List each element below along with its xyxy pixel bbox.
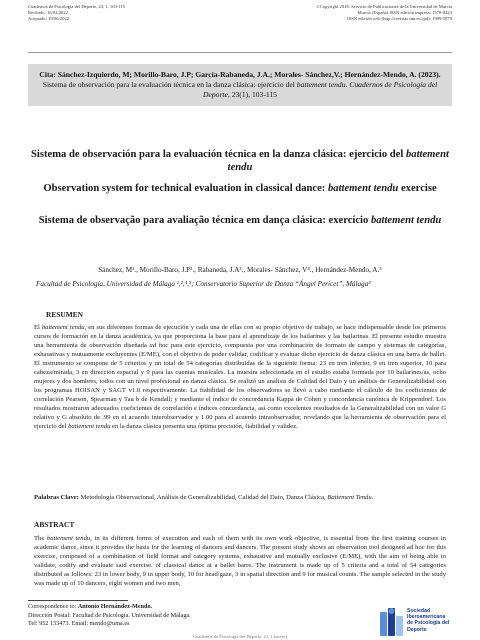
keywords-period: . [371,494,374,501]
abstract-paragraph [34,534,446,588]
accepted-date: Aceptado: 19/06/2022 [28,16,69,21]
correspondence-name: Antonio Hernández-Mendo. [77,603,153,610]
resumen-article: El [34,324,42,331]
title-portuguese-main: Sistema de observação para avaliação técnica em dança clásica: exercício [38,215,369,226]
citation-term: battement tendu [296,80,346,89]
correspondence-block [28,603,328,629]
print-issn: Murcia (España) ISSN edición impresa: 1578-8423 [357,10,452,15]
sipd-logo [380,606,476,636]
title-english-term: battement tendu [327,183,399,194]
citation-title: Sistema de observación para la evaluación técnica en la danza clásica: ejercicio del [42,80,295,89]
journal-citation-line: Cuadernos de Psicología del Deporte, 23, 1, 103-115 [28,4,126,9]
citation-label: Cita: [39,70,56,79]
citation-authors: Sánchez-Izquierdo, M; Morillo-Baro, J.P; García-Rabaneda, J.A.; Morales- Sánchez,V.; Hernández-Mendo, A. (2023). [57,70,441,79]
resumen-text-1: , en sus diferentes formas de ejecución y cada una de ellas con su propio objetivo de trabajo, se hace indispensable desde los primeros cursos de formación en la danza académica, ya que proporciona la base para el aprendizaje de los bailarines y las bailarinas. El presente estudio muestra una herramienta de observación diseñada [34,324,446,349]
resumen-adhoc: ad hoc [149,342,169,349]
abstract-text: , in its different forms of execution and each of them with its own work objective, is essential from the first training courses in academic dance, since it provides the basis for the learning of dancers and dancers. The present study shows an observation tool designed ad hoc for this exercise, composed of a combination of field format and category systems, exhaustive and mutually exclusive (E/ME), with the aim of being able to validate, codify and evaluate said exercise. of classical dance at a ballet barre. The instrument is made up of 5 criteria and a total of 54 categories distributed as follows: 23 in lower body, 9 in upper body, 10 for head/gaze, 3 in spatial direction and 9 for musical counts. The sample selected in the study was made up of 10 dancers, eight women and two men, [34,535,446,587]
keywords-text: Metodología Observacional, Análisis de Generalizabilidad, Calidad del Dato, Danza Clásica, [80,494,326,501]
web-issn: ISSN edición web (http://revistas.um.es/cpd): 1989-5879 [347,16,452,21]
journal-header-left [28,4,248,22]
abstract-term: battement tendu [46,535,91,542]
keywords-spanish [34,493,446,502]
sipd-logo-icon [380,606,404,636]
resumen-term: battement tendu [41,324,85,331]
abstract-intro: The [34,535,45,542]
title-portuguese-term: battement tendu [370,215,442,226]
header-divider [28,52,452,53]
resumen-paragraph [34,323,446,431]
title-spanish-main: Sistema de observación para la evaluación técnica en la danza clásica: ejercicio del [31,149,404,160]
logo-line-4: Deporte [407,626,427,633]
correspondence-line [28,603,328,612]
logo-line-1: Sociedad [407,608,431,614]
resumen-heading: RESUMEN [46,310,83,319]
footnote-divider [28,600,128,601]
correspondence-label: Correspondence to: [28,603,77,610]
journal-header-right [232,4,452,22]
logo-line-3: de Psicología del [407,620,450,627]
author-affiliation: Facultad de Psicología, Universidad de Málaga ¹,²,⁴,⁵; Conservatorio Superior de Danza “Ángel Pericet”, Málaga³ [36,280,371,288]
citation-volume: 23(1), 103-115 [231,90,277,99]
author-list: Sánchez, M¹., Morillo-Baro, J.P²., Rabaneda, J.A³., Morales- Sánchez, V⁴., Hernández-Mendo, A.⁵ [98,266,382,274]
citation-box [28,64,452,106]
keywords-term: Battement Tendu [327,494,372,501]
journal-footer: Cuadernos de Psicología del Deporte, 23, 1 (enero) [192,634,288,639]
citation-journal: Cuadernos de Psicología del Deporte, [203,80,438,99]
correspondence-contact: Tel: 952 133473. Email: mendo@uma.es [28,620,130,628]
title-english [28,182,452,195]
copyright-line: ©Copyright 2018: Servicio de Publicaciones de la Universidad de Murcia [316,4,452,9]
sipd-logo-text [407,608,449,633]
keywords-label: Palabras Clave: [34,494,79,501]
received-date: Recibido: 16/02/2022 [28,10,68,15]
title-english-main: Observation system for technical evaluation in classical dance: [43,183,326,194]
abstract-heading: ABSTRACT [34,520,75,529]
logo-line-2: Iberoamericana [407,614,446,621]
resumen-term-2: battement tendu [68,423,111,430]
title-spanish-term: battement tendu [227,149,449,173]
title-english-after: exercise [400,183,437,194]
citation-period: . [345,80,348,89]
resumen-text-2: para este ejercicio, compuesta por una combinación de formato de campo y sistemas de categorías, exhaustivas y mutuamente excluyentes (E/ME), con el objetivo de poder validar, codificar y evaluar dicho ejercicio de danza clásica en una barra de ballet. El instrumento se compone de 5 criterios y un total de 54 categorías distribuidas de la siguiente forma: 23 en tren inferior, 9 en tren superior, 10 para cabeza/mirada, 3 en dirección espacial y 9 para las cuentas musicales. La muestra seleccionada en el estudio estaba formada por 10 bailarines/as, ocho mujeres y dos hombres, todos con un nivel profesional en danza clásica. Se realizó un análisis de Calidad del Dato y un análisis de Generalizabilidad con los programas HOISAN y SAGT v1.0 respectivamente. La fiabilidad de los observadores se llevó a cabo mediante el cálculo de los coeficientes de correlación Pearson, Spearman y Tau b de Kendall; y mediante el índice de concordancia Kappa de Cohen y concordancia canónica de Krippendorf. Los resultados mostraron adecuados coeficientes de correlación e índices concordancia, así como excelentes resultados de la Generalizabilidad con un valor G relativo y G absoluto de .99 en el acuerdo interobservador y 1.00 para el acuerdo intraobservador, revelando que la herramienta de observación para el ejercicio del [34,342,447,430]
resumen-text-3: en la danza clásica presenta una óptima precisión, fiabilidad y validez. [112,423,298,430]
title-spanish [28,148,452,174]
title-portuguese [28,214,452,227]
correspondence-address: Dirección Postal: Facultad de Psicología. Universidad de Málaga. [28,611,191,619]
